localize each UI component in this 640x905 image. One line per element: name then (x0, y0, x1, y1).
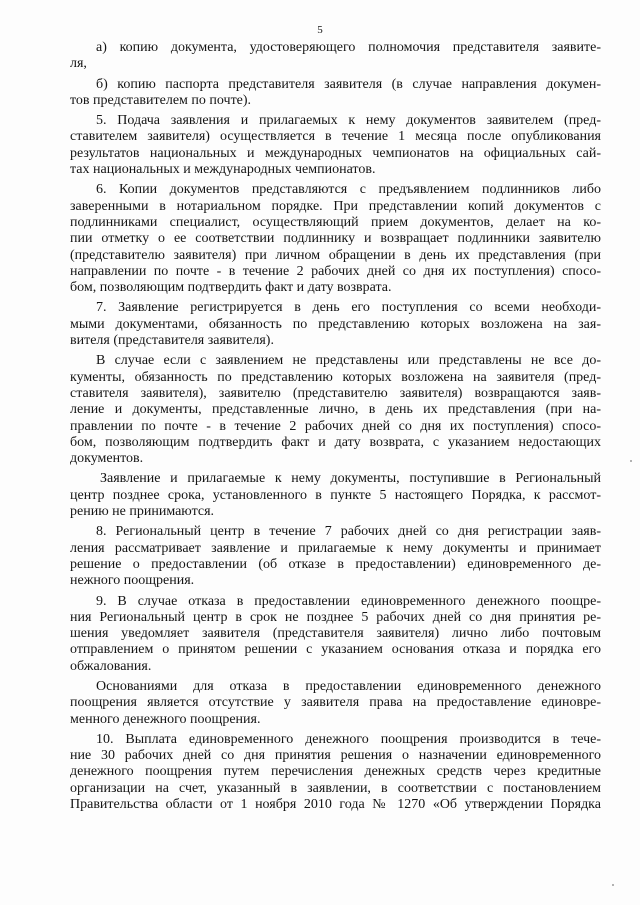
text-line: тов представителем по почте). (70, 92, 252, 108)
text-line: направлении по почте - в течение 2 рабочих дней со дня их поступления) спосо- (70, 263, 601, 279)
paragraph-point-9-grounds (70, 679, 601, 728)
text-line: Правительства области от 1 ноября 2010 года № 1270 «Об утверждении Порядка (70, 797, 601, 813)
paragraph-point-7-return (70, 353, 601, 467)
text-line: шения уведомляет заявителя (представителя заявителя) лично либо почтовым (70, 626, 601, 642)
text-line: центр позднее срока, установленного в пункте 5 настоящего Порядка, к рассмот- (70, 487, 601, 503)
text-line: отправлением о принятом решении с указанием основания отказа и порядка его (70, 642, 601, 658)
text-line: В случае если с заявлением не представлены или представлены не все до- (96, 353, 601, 369)
text-line: ля, (70, 56, 87, 72)
text-line: 10. Выплата единовременного денежного поощрения производится в тече- (96, 731, 601, 747)
text-line: нежного поощрения. (70, 573, 195, 589)
text-line: кументы, обязанность по представлению которых возложена на заявителя (пред- (70, 369, 601, 385)
text-line: бом, позволяющим подтвердить факт и дату возврата, с указанием недостающих (70, 434, 601, 450)
text-line: ния Региональный центр в срок не позднее 5 рабочих дней со дня принятия ре- (70, 609, 601, 625)
page-number: 5 (317, 24, 323, 36)
text-line: Основаниями для отказа в предоставлении единовременного денежного (96, 678, 601, 694)
text-line: 5. Подача заявления и прилагаемых к нему документов заявителем (пред- (96, 113, 601, 129)
text-line: ставителем заявителя) осуществляется в течение 1 месяца после опубликования (70, 129, 601, 145)
paragraph-item-b (70, 77, 601, 110)
text-line: б) копию паспорта представителя заявителя (в случае направления докумен- (96, 76, 601, 92)
scan-speck (612, 884, 614, 886)
paragraph-point-7-late (70, 471, 601, 520)
text-line: ление и документы, представленные лично, в день их представления (при на- (70, 402, 601, 418)
text-line: организации на счет, указанный в заявлении, в соответствии с постановлением (70, 780, 601, 796)
text-line: 9. В случае отказа в предоставлении единовременного денежного поощре- (96, 593, 601, 609)
text-line: поощрения является отсутствие у заявителя права на предоставление единовре- (70, 695, 601, 711)
text-line: вителя (представителя заявителя). (70, 333, 274, 349)
document-body (70, 40, 601, 813)
paragraph-point-8 (70, 524, 601, 589)
paragraph-point-7 (70, 300, 601, 349)
text-line: заверенными в нотариальном порядке. При представлении копий документов с (70, 198, 601, 214)
text-line: решение о предоставлении (об отказе в предоставлении) единовременного де- (70, 556, 601, 572)
text-line: 7. Заявление регистрируется в день его поступления со всеми необходи- (96, 300, 601, 316)
text-line: ние 30 рабочих дней со дня принятия решения о назначении единовременного (70, 748, 601, 764)
text-line: пии отметку о ее соответствии подлиннику и возвращает подлинники заявителю (70, 231, 601, 247)
text-line: рению не принимаются. (70, 504, 215, 520)
text-line: подлинниками специалист, осуществляющий прием документов, делает на ко- (70, 214, 601, 230)
paragraph-point-5 (70, 113, 601, 178)
text-line: бом, позволяющим подтвердить факт и дату возврата. (70, 280, 392, 296)
scan-speck (630, 460, 632, 462)
text-line: денежного поощрения путем перечисления денежных средств через кредитные (70, 764, 601, 780)
text-line: 8. Региональный центр в течение 7 рабочих дней со дня регистрации заяв- (96, 524, 601, 540)
paragraph-item-a (70, 40, 601, 73)
text-line: документов. (70, 451, 144, 467)
text-line: мыми документами, обязанность по представлению которых возложена на зая- (70, 316, 601, 332)
paragraph-point-9 (70, 594, 601, 675)
paragraph-point-10 (70, 732, 601, 813)
text-line: Заявление и прилагаемые к нему документы, поступившие в Региональный (100, 471, 601, 487)
text-line: результатов национальных и международных чемпионатов на официальных сай- (70, 145, 601, 161)
text-line: 6. Копии документов представляются с предъявлением подлинников либо (96, 182, 601, 198)
text-line: а) копию документа, удостоверяющего полномочия представителя заявите- (96, 40, 601, 55)
text-line: ления рассматривает заявление и прилагаемые к нему документы и принимает (70, 540, 601, 556)
text-line: правлении по почте - в течение 2 рабочих дней со дня их поступления) спосо- (70, 418, 601, 434)
paragraph-point-6 (70, 182, 601, 296)
text-line: ставителя заявителя), заявителю (представителю заявителя) возвращаются заяв- (70, 385, 601, 401)
text-line: (представителю заявителя) при личном обращении в день их представления (при (70, 247, 601, 263)
text-line: обжалования. (70, 658, 152, 674)
text-line: тах национальных и международных чемпионатов. (70, 162, 376, 178)
text-line: менного денежного поощрения. (70, 711, 261, 727)
